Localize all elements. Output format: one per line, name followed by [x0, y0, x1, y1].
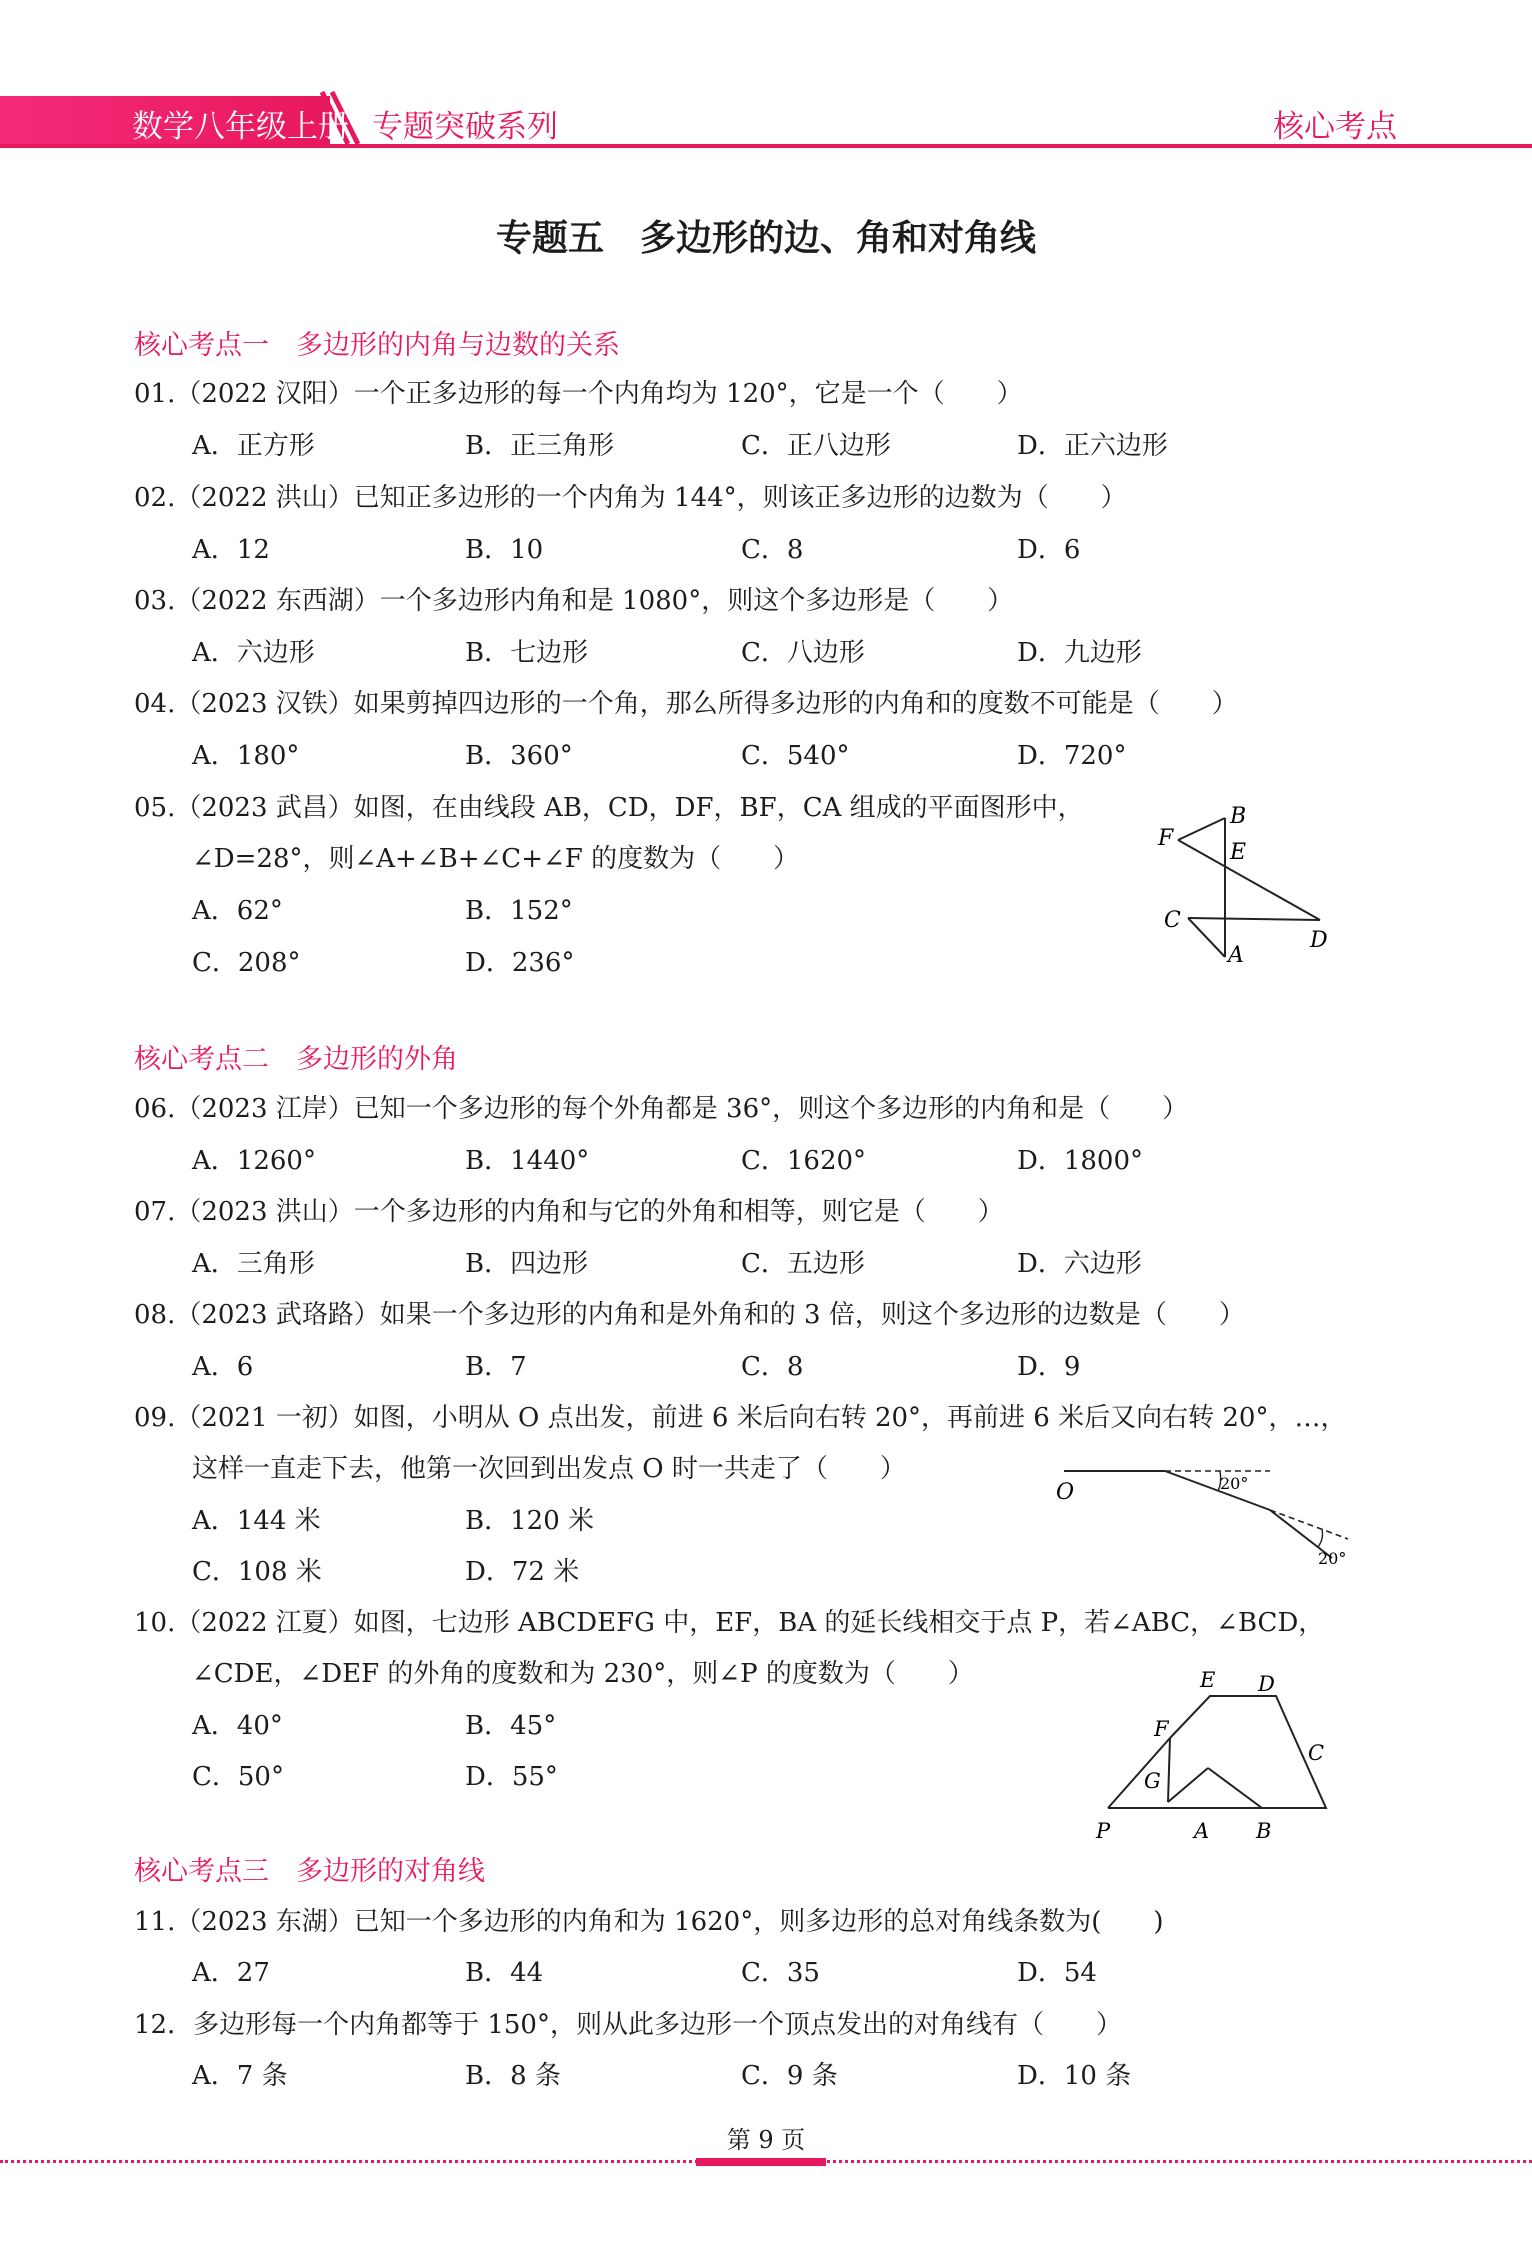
q10-option-c: C．50° [192, 1762, 284, 1792]
q07-option-c: C．五边形 [741, 1249, 865, 1279]
q04-option-a: A．180° [192, 741, 300, 771]
label-e: E [1230, 840, 1247, 865]
q10-option-d: D．55° [465, 1762, 558, 1792]
q02-option-b: B．10 [465, 535, 544, 565]
q11-option-c: C．35 [741, 1958, 820, 1988]
q09-figure [1050, 1455, 1360, 1570]
q05-option-d: D．236° [465, 948, 575, 978]
question-12-stem: 12．多边形每一个内角都等于 150°，则从此多边形一个顶点发出的对角线有（ ） [134, 2010, 1122, 2040]
question-11-stem: 11.（2023 东湖）已知一个多边形的内角和为 1620°，则多边形的总对角线条数为( ) [134, 1907, 1164, 1937]
q01-option-d: D．正六边形 [1017, 431, 1168, 461]
q05-option-a: A．62° [192, 896, 283, 926]
segment-fd [1178, 840, 1320, 920]
q09-option-b: B．120 米 [465, 1506, 594, 1536]
q09-option-d: D．72 米 [465, 1557, 580, 1587]
q06-option-d: D．1800° [1017, 1146, 1144, 1176]
angle-label-2: 20° [1318, 1549, 1347, 1568]
angle-label-1: 20° [1220, 1474, 1249, 1493]
label-d: D [1310, 928, 1328, 953]
q04-option-b: B．360° [465, 741, 573, 771]
segment-cd [1188, 918, 1320, 920]
extension-line-2 [1270, 1510, 1348, 1539]
label-o: O [1056, 1480, 1075, 1505]
q08-option-d: D．9 [1017, 1352, 1081, 1382]
section-heading-2: 核心考点二 多边形的外角 [134, 1044, 458, 1075]
section-heading-3: 核心考点三 多边形的对角线 [134, 1856, 485, 1887]
label-c: C [1308, 1741, 1325, 1765]
question-10-stem-line2: ∠CDE，∠DEF 的外角的度数和为 230°，则∠P 的度数为（ ） [192, 1659, 974, 1689]
q08-option-a: A．6 [192, 1352, 254, 1382]
q11-option-b: B．44 [465, 1958, 544, 1988]
label-c: C [1164, 908, 1181, 933]
section-heading-1: 核心考点一 多边形的内角与边数的关系 [134, 330, 620, 361]
header-right-label: 核心考点 [1273, 109, 1397, 145]
q09-option-a: A．144 米 [192, 1506, 321, 1536]
q03-option-c: C．八边形 [741, 638, 865, 668]
heptagon-outline [1170, 1696, 1326, 1808]
question-05-stem-line2: ∠D=28°，则∠A+∠B+∠C+∠F 的度数为（ ） [192, 844, 800, 874]
question-03-stem: 03.（2022 东西湖）一个多边形内角和是 1080°，则这个多边形是（ ） [134, 586, 1014, 616]
q12-option-d: D．10 条 [1017, 2061, 1132, 2091]
q03-option-a: A．六边形 [192, 638, 315, 668]
q04-option-c: C．540° [741, 741, 850, 771]
q07-option-d: D．六边形 [1017, 1249, 1142, 1279]
q03-option-d: D．九边形 [1017, 638, 1142, 668]
question-04-stem: 04.（2023 汉铁）如果剪掉四边形的一个角，那么所得多边形的内角和的度数不可能是（ ） [134, 689, 1238, 719]
question-08-stem: 08.（2023 武珞路）如果一个多边形的内角和是外角和的 3 倍，则这个多边形的边数是（ ） [134, 1300, 1245, 1330]
q02-option-a: A．12 [192, 535, 270, 565]
label-f: F [1154, 1717, 1169, 1741]
label-b: B [1256, 1819, 1272, 1843]
q11-option-d: D．54 [1017, 1958, 1097, 1988]
label-d: D [1258, 1672, 1275, 1696]
q02-option-d: D．6 [1017, 535, 1081, 565]
q08-option-c: C．8 [741, 1352, 804, 1382]
segment-fb [1178, 818, 1225, 840]
q10-option-a: A．40° [192, 1711, 283, 1741]
q05-option-c: C．208° [192, 948, 301, 978]
q01-option-b: B．正三角形 [465, 431, 615, 461]
q11-option-a: A．27 [192, 1958, 270, 1988]
question-01-stem: 01.（2022 汉阳）一个正多边形的每一个内角均为 120°，它是一个（ ） [134, 379, 1023, 409]
label-e: E [1200, 1668, 1216, 1692]
question-09-stem-line2: 这样一直走下去，他第一次回到出发点 O 时一共走了（ ） [192, 1454, 906, 1484]
q09-option-c: C．108 米 [192, 1557, 322, 1587]
q07-option-b: B．四边形 [465, 1249, 589, 1279]
footer-accent-bar [696, 2158, 826, 2166]
q05-figure [1150, 805, 1350, 975]
label-p: P [1096, 1819, 1111, 1843]
q12-option-a: A．7 条 [192, 2061, 288, 2091]
segment-ga [1168, 1768, 1208, 1802]
q05-option-b: B．152° [465, 896, 573, 926]
label-a: A [1194, 1819, 1210, 1843]
page-number: 第 9 页 [726, 2126, 806, 2154]
q10-figure [1090, 1660, 1340, 1845]
q06-option-b: B．1440° [465, 1146, 590, 1176]
question-09-stem: 09.（2021 一初）如图，小明从 O 点出发，前进 6 米后向右转 20°，再前进 6 米后又向右转 20°，…， [134, 1403, 1347, 1433]
q12-option-b: B．8 条 [465, 2061, 561, 2091]
label-b: B [1230, 805, 1247, 829]
question-06-stem: 06.（2023 江岸）已知一个多边形的每个外角都是 36°，则这个多边形的内角和是（ ） [134, 1094, 1189, 1124]
q01-option-c: C．正八边形 [741, 431, 891, 461]
question-07-stem: 07.（2023 洪山）一个多边形的内角和与它的外角和相等，则它是（ ） [134, 1197, 1004, 1227]
angle-arc-2 [1318, 1529, 1323, 1547]
segment-ca [1188, 918, 1225, 957]
label-f: F [1158, 826, 1174, 851]
q07-option-a: A．三角形 [192, 1249, 315, 1279]
label-g: G [1144, 1769, 1161, 1793]
q06-option-a: A．1260° [192, 1146, 316, 1176]
q03-option-b: B．七边形 [465, 638, 589, 668]
question-02-stem: 02.（2022 洪山）已知正多边形的一个内角为 144°，则该正多边形的边数为（ ） [134, 483, 1127, 513]
segment-fg [1168, 1738, 1170, 1802]
page-title: 专题五 多边形的边、角和对角线 [495, 217, 1036, 259]
q12-option-c: C．9 条 [741, 2061, 838, 2091]
q08-option-b: B．7 [465, 1352, 527, 1382]
question-10-stem: 10.（2022 江夏）如图，七边形 ABCDEFG 中，EF，BA 的延长线相交于点 P，若∠ABC，∠BCD， [134, 1608, 1325, 1638]
label-a: A [1228, 943, 1244, 968]
series-title: 专题突破系列 [372, 109, 558, 145]
book-title: 数学八年级上册 [132, 109, 349, 145]
q02-option-c: C．8 [741, 535, 804, 565]
q04-option-d: D．720° [1017, 741, 1127, 771]
q01-option-a: A．正方形 [192, 431, 315, 461]
q10-option-b: B．45° [465, 1711, 557, 1741]
q06-option-c: C．1620° [741, 1146, 867, 1176]
question-05-stem: 05.（2023 武昌）如图，在由线段 AB，CD，DF，BF，CA 组成的平面图形中， [134, 793, 1084, 823]
